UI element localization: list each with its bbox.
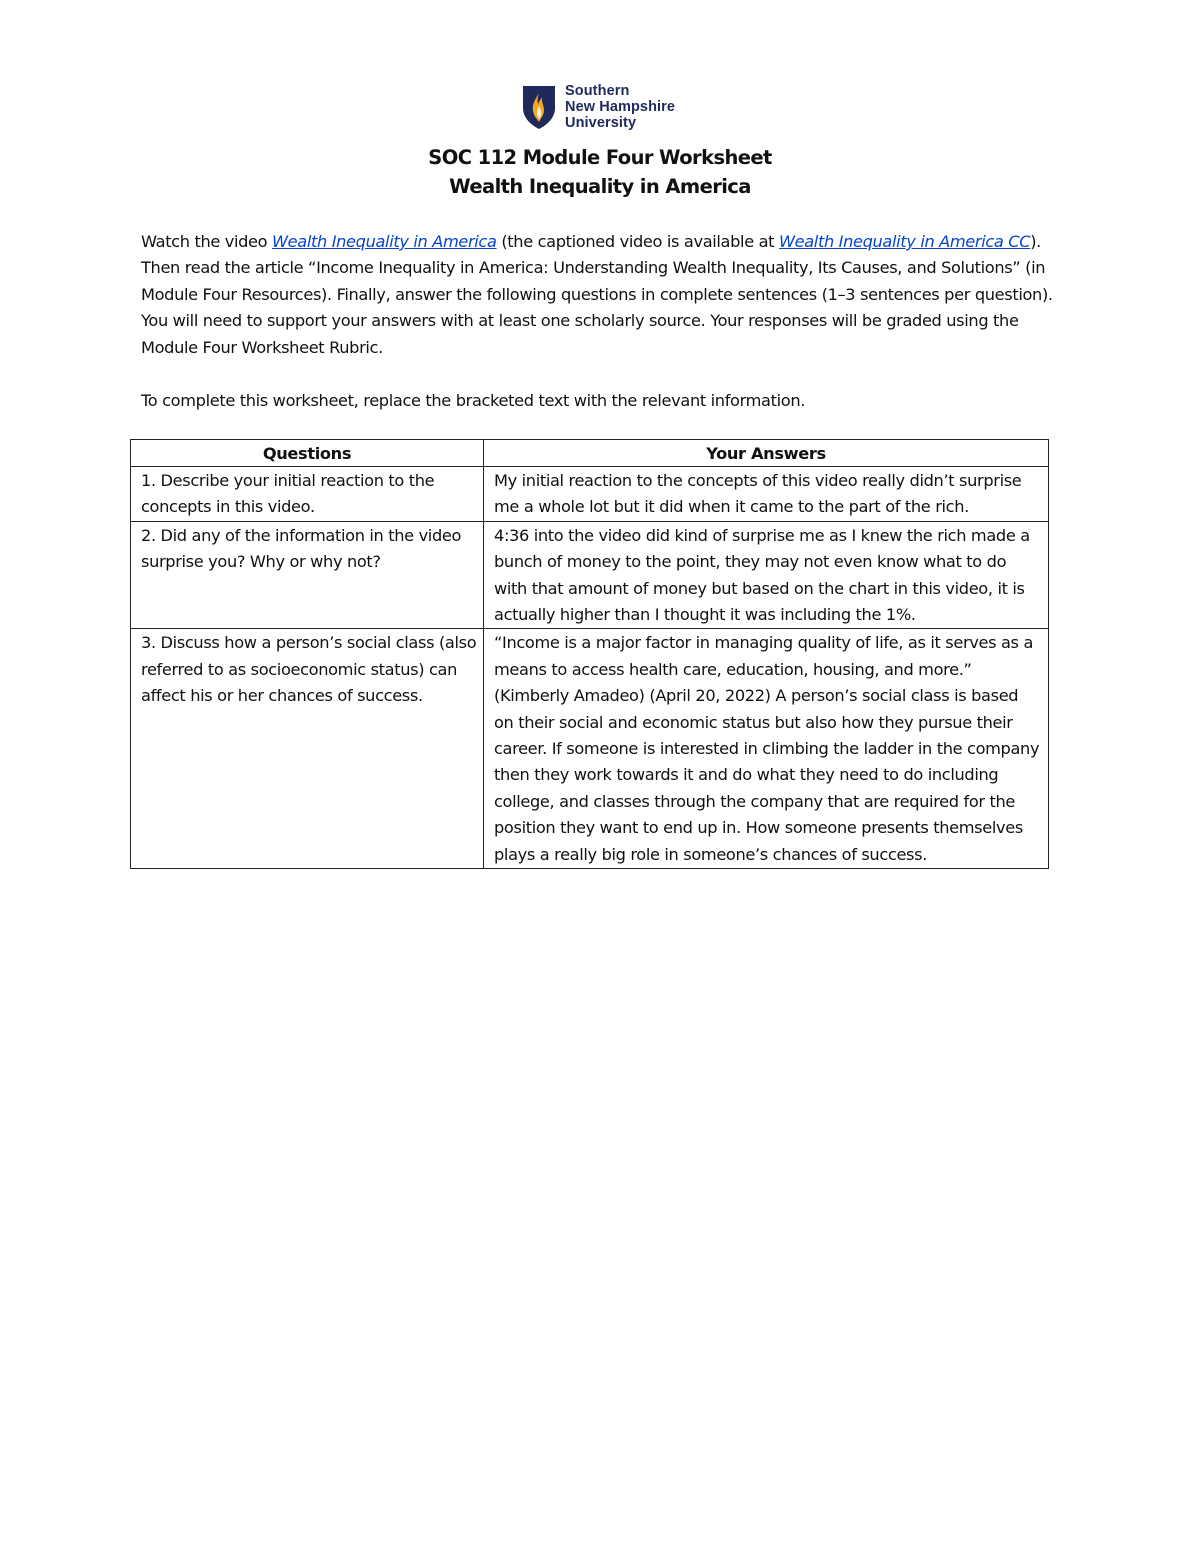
intro-text-c: ). Then read the article “Income Inequality in America: Understanding Wealth Inequality, Its Causes, and Solutions” (in Module Four Resources). Finally, answer the following questions in complete sentences (1–3 sentences per question). You will need to support your answers with at least one scholarly source. Your responses will be graded using the Module Four Worksheet Rubric. (141, 232, 1053, 357)
shield-flame-icon (521, 84, 557, 130)
question-cell: 1. Describe your initial reaction to the concepts in this video. (131, 467, 484, 522)
questions-header: Questions (131, 440, 484, 467)
intro-text-a: Watch the video (141, 232, 273, 251)
answer-cell: 4:36 into the video did kind of surprise me as I knew the rich made a bunch of money to the point, they may not even know what to do with that amount of money but based on the chart in this video, it is actually higher than I thought it was including the 1%. (484, 521, 1049, 629)
video-link[interactable]: Wealth Inequality in America (272, 232, 497, 251)
university-logo (521, 83, 675, 131)
question-cell: 3. Discuss how a person’s social class (also referred to as socioeconomic status) can affect his or her chances of success. (131, 629, 484, 869)
question-cell: 2. Did any of the information in the video surprise you? Why or why not? (131, 521, 484, 629)
table-header-row (131, 440, 1049, 467)
table-row (131, 521, 1049, 629)
captioned-video-link[interactable]: Wealth Inequality in America CC (778, 232, 1031, 251)
table-row (131, 629, 1049, 869)
page-title: SOC 112 Module Four Worksheet (428, 146, 772, 169)
logo-line-2: New Hampshire (565, 99, 676, 115)
intro-text-b: (the captioned video is available at (496, 232, 779, 251)
logo-line-3: University (565, 115, 637, 131)
questions-table (130, 439, 1049, 869)
answers-header: Your Answers (484, 440, 1049, 467)
intro-paragraph (141, 229, 1061, 361)
page-subtitle: Wealth Inequality in America (449, 175, 751, 198)
logo-wordmark (565, 83, 675, 131)
logo-line-1: Southern (565, 83, 630, 99)
table-row (131, 467, 1049, 522)
answer-cell: “Income is a major factor in managing quality of life, as it serves as a means to access health care, education, housing, and more.” (Kimberly Amadeo) (April 20, 2022) A person’s social class is based on their social and economic status but also how they pursue their career. If someone is interested in climbing the ladder in the company then they work towards it and do what they need to do including college, and classes through the company that are required for the position they want to end up in. How someone presents themselves plays a really big role in someone’s chances of success. (484, 629, 1049, 869)
answer-cell: My initial reaction to the concepts of this video really didn’t surprise me a whole lot but it did when it came to the part of the rich. (484, 467, 1049, 522)
instruction-text: To complete this worksheet, replace the bracketed text with the relevant information. (141, 391, 806, 410)
